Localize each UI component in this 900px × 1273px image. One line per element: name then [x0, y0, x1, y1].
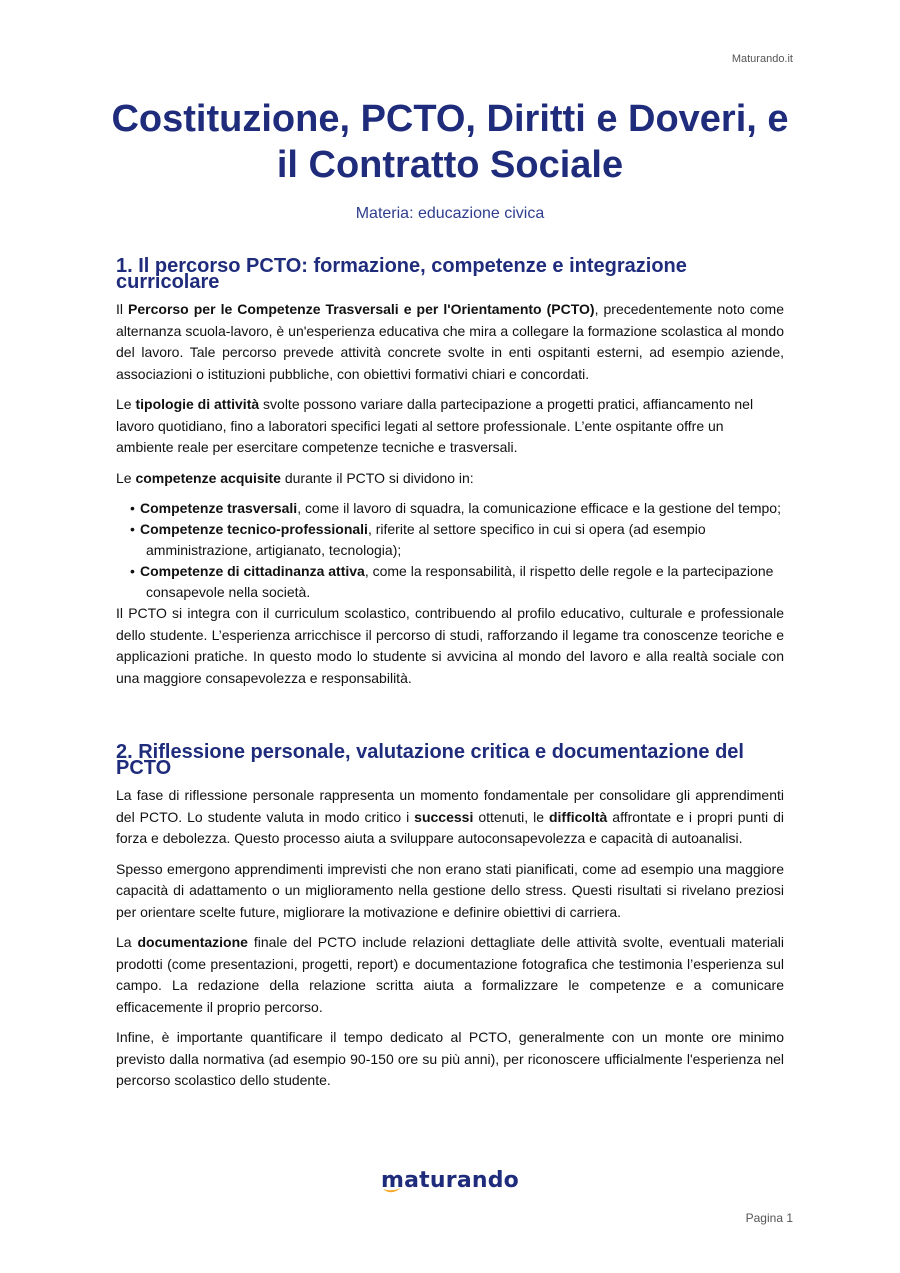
document-title: Costituzione, PCTO, Diritti e Doveri, e il Contratto Sociale: [111, 98, 789, 186]
section-1-paragraph-4: Il PCTO si integra con il curriculum scolastico, contribuendo al profilo educativo, culturale e professionale dello studente. L’esperienza arricchisce il percorso di studi, rafforzando il legame tra conoscenze teoriche e applicazioni pratiche. In questo modo lo studente si avvicina al mondo del lavoro e alla realtà sociale con una maggiore consapevolezza e responsabilità.: [116, 605, 784, 686]
section-2-paragraph-2: Spesso emergono apprendimenti imprevisti che non erano stati pianificati, come ad esempio una maggiore capacità di adattamento o un miglioramento nella gestione dello stress. Questi risultati si rivelano preziosi per orientare scelte future, migliorare la motivazione e definire obiettivi di carriera.: [116, 860, 784, 920]
page-number: Pagina 1: [745, 1211, 793, 1225]
maturando-logo: [0, 1168, 900, 1193]
site-name: Maturando.it: [731, 53, 793, 65]
bullet-icon: •: [130, 521, 135, 537]
section-2-heading: 2. Riflessione personale, valutazione critica e documentazione del PCTO: [116, 741, 744, 779]
bullet-icon: •: [130, 500, 135, 516]
list-item: • Competenze di cittadinanza attiva, come la responsabilità, il rispetto delle regole e la partecipazione consapevole nella società.: [130, 563, 774, 600]
section-1-paragraph-1: Il Percorso per le Competenze Trasversali e per l'Orientamento (PCTO), precedentemente noto come alternanza scuola-lavoro, è un'esperienza educativa che mira a collegare la formazione scolastica al mondo del lavoro. Tale percorso prevede attività concrete svolte in enti ospitanti esterni, ad esempio aziende, associazioni o istituzioni pubbliche, con obiettivi formativi chiari e concordati.: [116, 301, 784, 382]
section-1-paragraph-3: Le competenze acquisite durante il PCTO si dividono in:: [116, 469, 474, 486]
list-item: • Competenze tecnico-professionali, riferite al settore specifico in cui si opera (ad esempio amministrazione, artigianato, tecnologia);: [130, 521, 706, 558]
section-1-heading: 1. Il percorso PCTO: formazione, competenze e integrazione curricolare: [116, 255, 687, 293]
document-body: [116, 256, 784, 1101]
section-1-paragraph-2: Le tipologie di attività svolte possono variare dalla partecipazione a progetti pratici, affiancamento nel lavoro quotidiano, fino a laboratori specifici legati al settore professionale. L’ente ospitante offre un ambiente reale per esercitare competenze tecniche e trasversali.: [116, 396, 754, 455]
subject-line: Materia: educazione civica: [355, 205, 545, 222]
logo-swoosh-icon: [383, 1187, 401, 1195]
section-2-paragraph-4: Infine, è importante quantificare il tempo dedicato al PCTO, generalmente con un monte ore minimo previsto dalla normativa (ad esempio 90-150 ore su più anni), per riconoscere ufficialmente l'esperienza nel percorso scolastico dello studente.: [116, 1029, 784, 1088]
competences-list: [116, 498, 784, 603]
section-divider: [116, 698, 784, 742]
section-2-paragraph-1: La fase di riflessione personale rappresenta un momento fondamentale per consolidare gli apprendimenti del PCTO. Lo studente valuta in modo critico i successi ottenuti, le difficoltà affrontate e i propri punti di forza e debolezza. Questo processo aiuta a sviluppare autoconsapevolezza e capacità di autoanalisi.: [116, 787, 784, 846]
bullet-icon: •: [130, 563, 135, 579]
logo-text: maturando: [381, 1168, 519, 1193]
list-item: • Competenze trasversali, come il lavoro di squadra, la comunicazione efficace e la gestione del tempo;: [130, 498, 784, 519]
section-2-paragraph-3: La documentazione finale del PCTO include relazioni dettagliate delle attività svolte, eventuali materiali prodotti (come presentazioni, progetti, report) e documentazione fotografica che testimonia l’esperienza sul campo. La redazione della relazione scritta aiuta a formalizzare le competenze e a comunicare efficacemente il proprio percorso.: [116, 934, 784, 1015]
